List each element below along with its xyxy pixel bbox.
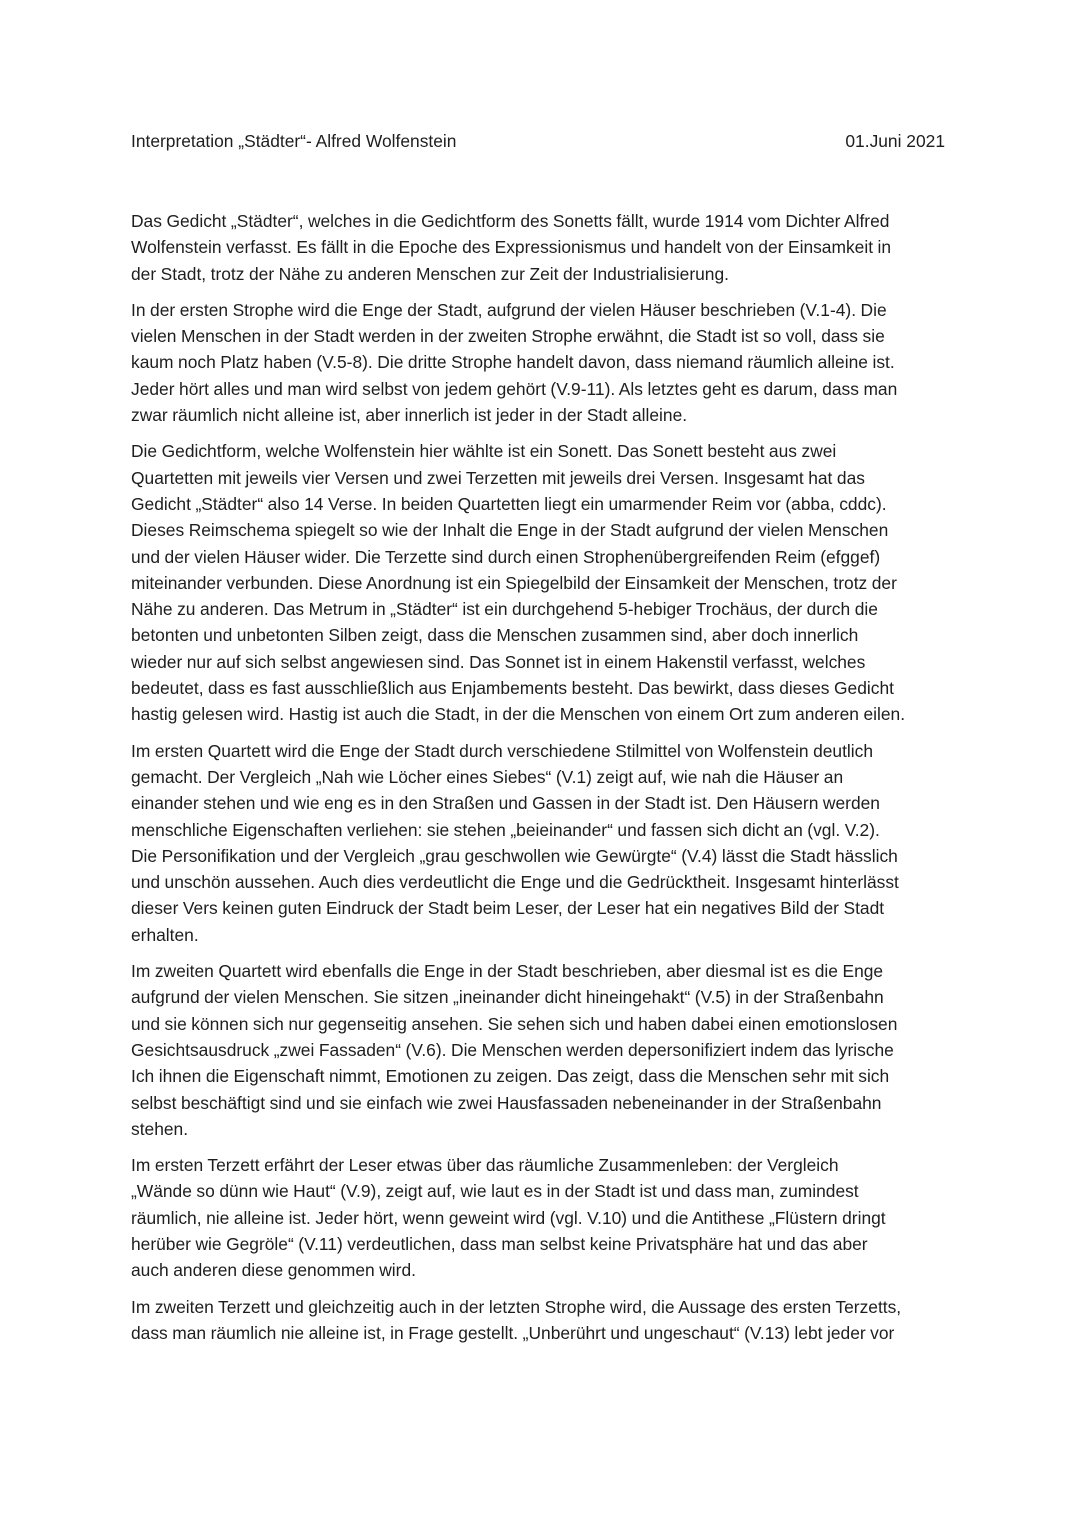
text-line: vielen Menschen in der Stadt werden in der zweiten Strophe erwähnt, die Stadt ist so voll, dass sie: [131, 326, 885, 347]
text-line: wieder nur auf sich selbst angewiesen sind. Das Sonnet ist in einem Hakenstil verfasst, welches: [131, 651, 866, 672]
text-line: miteinander verbunden. Diese Anordnung ist ein Spiegelbild der Einsamkeit der Menschen, trotz der: [131, 572, 897, 593]
text-line: „Wände so dünn wie Haut“ (V.9), zeigt auf, wie laut es in der Stadt ist und dass man, zumindest: [131, 1181, 859, 1202]
text-line: Quartetten mit jeweils vier Versen und zwei Terzetten mit jeweils drei Versen. Insgesamt hat das: [131, 467, 865, 488]
paragraph: [131, 208, 953, 287]
text-line: einander stehen und wie eng es in den Straßen und Gassen in der Stadt ist. Den Häusern werden: [131, 793, 880, 814]
text-line: betonten und unbetonten Silben zeigt, dass die Menschen zusammen sind, aber doch innerlich: [131, 625, 859, 646]
paragraph: [131, 297, 953, 428]
text-line: bedeutet, dass es fast ausschließlich aus Enjambements besteht. Das bewirkt, dass dieses Gedicht: [131, 678, 894, 699]
text-line: zwar räumlich nicht alleine ist, aber innerlich ist jeder in der Stadt alleine.: [131, 405, 688, 426]
text-line: In der ersten Strophe wird die Enge der Stadt, aufgrund der vielen Häuser beschrieben (V.1-4). Die: [131, 299, 887, 320]
text-line: Im zweiten Terzett und gleichzeitig auch in der letzten Strophe wird, die Aussage des ersten Terzetts,: [131, 1296, 902, 1317]
text-line: aufgrund der vielen Menschen. Sie sitzen „ineinander dicht hineingehakt“ (V.5) in der Straßenbahn: [131, 987, 884, 1008]
text-line: Die Personifikation und der Vergleich „grau geschwollen wie Gewürgte“ (V.4) lässt die Stadt hässlich: [131, 845, 898, 866]
text-line: dieser Vers keinen guten Eindruck der Stadt beim Leser, der Leser hat ein negatives Bild der Stadt: [131, 898, 885, 919]
text-line: auch anderen diese genommen wird.: [131, 1260, 416, 1281]
text-line: Nähe zu anderen. Das Metrum in „Städter“ ist ein durchgehend 5-hebiger Trochäus, der durch die: [131, 599, 878, 620]
text-line: herüber wie Gegröle“ (V.11) verdeutlichen, dass man selbst keine Privatsphäre hat und das aber: [131, 1233, 868, 1254]
paragraph: [131, 438, 953, 727]
text-line: räumlich, nie alleine ist. Jeder hört, wenn geweint wird (vgl. V.10) und die Antithese „Flüstern dringt: [131, 1207, 886, 1228]
text-line: Ich ihnen die Eigenschaft nimmt, Emotionen zu zeigen. Das zeigt, dass die Menschen sehr mit sich: [131, 1066, 890, 1087]
text-line: Dieses Reimschema spiegelt so wie der Inhalt die Enge in der Stadt aufgrund der vielen Menschen: [131, 520, 889, 541]
text-line: Im ersten Quartett wird die Enge der Stadt durch verschiedene Stilmittel von Wolfenstein deutlich: [131, 740, 874, 761]
text-line: Die Gedichtform, welche Wolfenstein hier wählte ist ein Sonett. Das Sonett besteht aus zwei: [131, 441, 837, 462]
text-line: und sie können sich nur gegenseitig ansehen. Sie sehen sich und haben dabei einen emotionslosen: [131, 1013, 898, 1034]
text-line: und unschön aussehen. Auch dies verdeutlicht die Enge und die Gedrücktheit. Insgesamt hinterlässt: [131, 872, 899, 893]
text-line: stehen.: [131, 1118, 189, 1139]
text-line: selbst beschäftigt sind und sie einfach wie zwei Hausfassaden nebeneinander in der Straßenbahn: [131, 1092, 882, 1113]
document-title: Interpretation „Städter“- Alfred Wolfenstein: [131, 131, 457, 151]
text-line: Gesichtsausdruck „zwei Fassaden“ (V.6). Die Menschen werden depersonifiziert indem das lyrische: [131, 1039, 894, 1060]
text-line: und der vielen Häuser wider. Die Terzette sind durch einen Strophenübergreifenden Reim (efggef): [131, 546, 881, 567]
document-header: [131, 128, 953, 154]
paragraph: [131, 1152, 953, 1283]
text-line: kaum noch Platz haben (V.5-8). Die dritte Strophe handelt davon, dass niemand räumlich alleine ist.: [131, 352, 895, 373]
document-date: 01.Juni 2021: [845, 131, 945, 151]
text-line: erhalten.: [131, 924, 199, 945]
document-page: [131, 128, 953, 1356]
paragraph: [131, 958, 953, 1142]
text-line: Gedicht „Städter“ also 14 Verse. In beiden Quartetten liegt ein umarmender Reim vor (abba, cddc).: [131, 493, 887, 514]
text-line: hastig gelesen wird. Hastig ist auch die Stadt, in der die Menschen von einem Ort zum anderen eilen.: [131, 704, 906, 725]
paragraph: [131, 1294, 953, 1347]
text-line: Das Gedicht „Städter“, welches in die Gedichtform des Sonetts fällt, wurde 1914 vom Dichter Alfred: [131, 211, 890, 231]
text-line: menschliche Eigenschaften verliehen: sie stehen „beieinander“ und fassen sich dicht an (vgl. V.2).: [131, 819, 880, 840]
text-line: gemacht. Der Vergleich „Nah wie Löcher eines Siebes“ (V.1) zeigt auf, wie nah die Häuser an: [131, 766, 844, 787]
paragraph: [131, 738, 953, 948]
text-line: Wolfenstein verfasst. Es fällt in die Epoche des Expressionismus und handelt von der Einsamkeit in: [131, 237, 892, 258]
text-line: Im zweiten Quartett wird ebenfalls die Enge in der Stadt beschrieben, aber diesmal ist es die Enge: [131, 961, 884, 982]
text-line: dass man räumlich nie alleine ist, in Frage gestellt. „Unberührt und ungeschaut“ (V.13) lebt jeder vor: [131, 1322, 895, 1343]
text-line: der Stadt, trotz der Nähe zu anderen Menschen zur Zeit der Industrialisierung.: [131, 263, 729, 284]
document-body: [131, 208, 953, 1346]
text-line: Im ersten Terzett erfährt der Leser etwas über das räumliche Zusammenleben: der Vergleich: [131, 1155, 839, 1176]
text-line: Jeder hört alles und man wird selbst von jedem gehört (V.9-11). Als letztes geht es darum, dass man: [131, 378, 898, 399]
